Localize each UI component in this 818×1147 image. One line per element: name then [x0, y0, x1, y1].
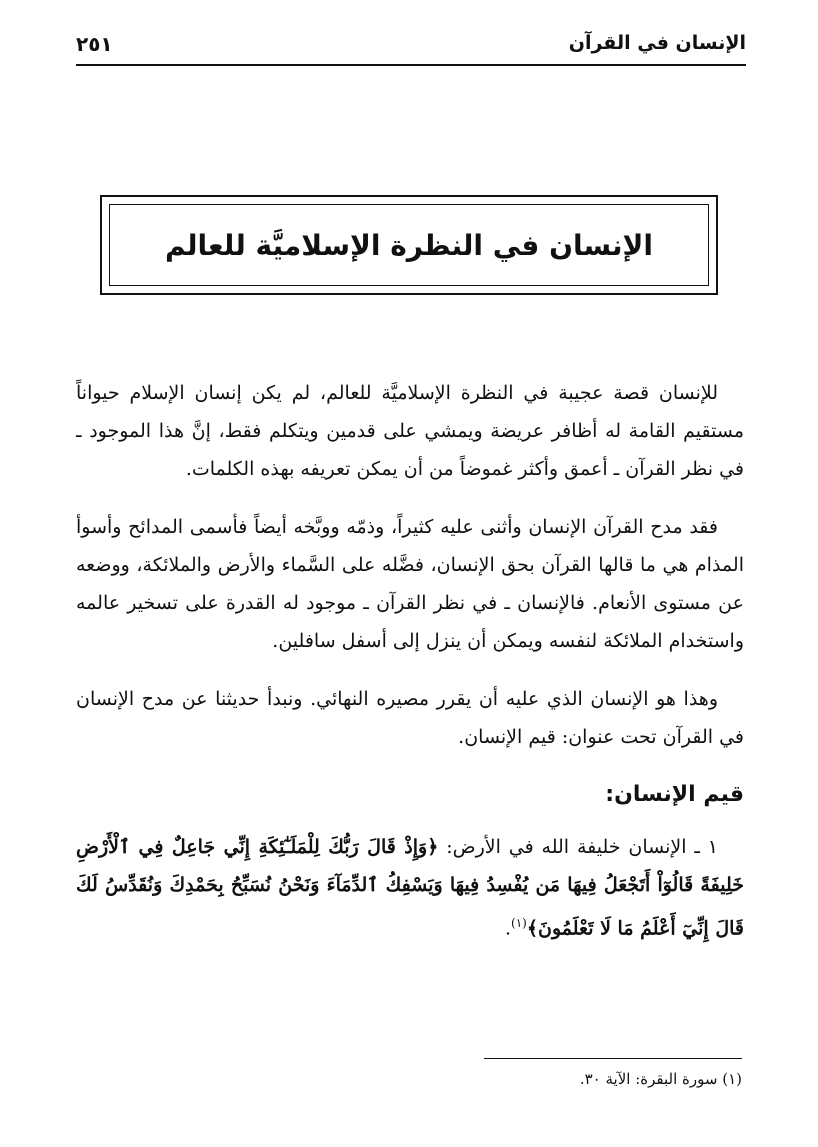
chapter-title: الإنسان في النظرة الإسلاميَّة للعالم: [165, 228, 654, 262]
list-item-end: .: [504, 917, 512, 940]
footnote: (١) سورة البقرة: الآية ٣٠.: [579, 1070, 742, 1088]
section-heading: قيم الإنسان:: [605, 782, 744, 807]
paragraph-3: وهذا هو الإنسان الذي عليه أن يقرر مصيره النهائي. ونبدأ حديثنا عن مدح الإنسان في القرآن تحت عنوان: قيم الإنسان.: [76, 688, 744, 748]
footnote-divider: [484, 1058, 742, 1059]
paragraph-2: فقد مدح القرآن الإنسان وأثنى عليه كثيراً، وذمّه ووبَّخه أيضاً فأسمى المدائح وأسوأ المذام هي ما قالها القرآن بحق الإنسان، فضَّله على السَّماء والأرض والملائكة، ووضعه عن مستوى الأنعام. فالإنسان ـ في نظر القرآن ـ موجود له القدرة على تسخير عالمه واستخدام الملائكة لنفسه ويمكن أن ينزل إلى أسفل سافلين.: [76, 516, 744, 652]
page-number: ٢٥١: [76, 32, 113, 56]
chapter-title-frame: [100, 195, 718, 295]
quran-verse: ﴿وَإِذْ قَالَ رَبُّكَ لِلْمَلَـٰٓئِكَةِ إِنِّي جَاعِلٌ فِي ٱلْأَرْضِ خَلِيفَةً قَالُوٓاْ أَتَجْعَلُ فِيهَا مَن يُفْسِدُ فِيهَا وَيَسْفِكُ ٱلدِّمَآءَ وَنَحْنُ نُسَبِّحُ بِحَمْدِكَ وَنُقَدِّسُ لَكَ قَالَ إِنِّيٓ أَعْلَمُ مَا لَا تَعْلَمُونَ﴾: [76, 836, 744, 940]
page-header: [76, 30, 746, 66]
chapter-title-inner-frame: [109, 204, 709, 286]
running-title: الإنسان في القرآن: [568, 32, 746, 54]
body-text: [76, 374, 744, 967]
list-item-intro: ١ ـ الإنسان خليفة الله في الأرض:: [438, 836, 718, 858]
footnote-reference: (١): [511, 916, 527, 930]
paragraph-1: للإنسان قصة عجيبة في النظرة الإسلاميَّة للعالم، لم يكن إنسان الإسلام حيواناً مستقيم القامة له أظافر عريضة ويمشي على قدمين ويتكلم فقط، إنَّ هذا الموجود ـ في نظر القرآن ـ أعمق وأكثر غموضاً من أن يمكن تعريفه بهذه الكلمات.: [76, 382, 744, 480]
list-item-1: [76, 828, 744, 947]
